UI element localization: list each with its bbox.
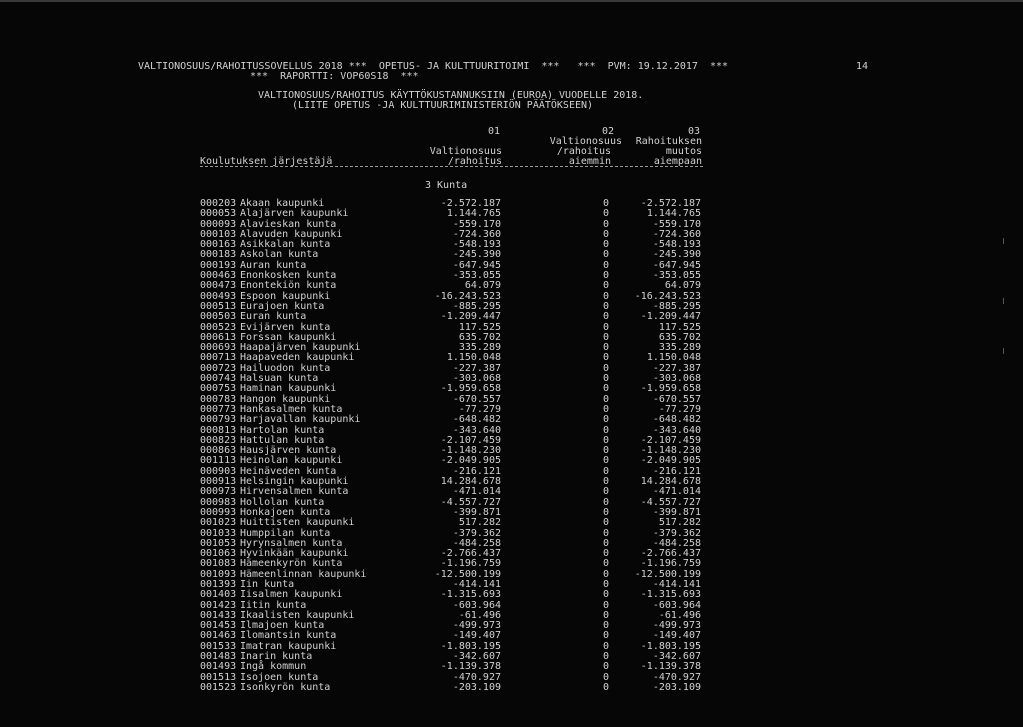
row-value-01: 1.150.048	[446, 352, 501, 364]
row-value-01: -2.049.905	[440, 455, 501, 467]
row-name: Alavuden kaupunki	[240, 228, 343, 240]
row-value-01: -648.482	[452, 414, 501, 426]
row-name: Asikkalan kunta	[240, 239, 331, 251]
row-value-03: -559.170	[652, 218, 701, 230]
row-code: 001463	[200, 630, 237, 642]
row-name: Iisalmen kaupunki	[240, 589, 343, 601]
row-name: Enontekiön kunta	[240, 280, 337, 292]
row-value-01: -885.295	[452, 300, 501, 312]
column-0-header: Koulutuksen järjestäjä	[200, 156, 333, 167]
row-name: Evijärven kunta	[240, 321, 331, 333]
row-code: 000793	[200, 414, 237, 426]
row-value-02: 0	[602, 321, 609, 333]
row-value-02: 0	[602, 249, 609, 261]
row-value-02: 0	[602, 681, 609, 693]
row-name: Alajärven kaupunki	[240, 208, 349, 220]
row-value-03: -1.803.195	[640, 640, 701, 652]
row-code: 000813	[200, 424, 237, 436]
row-value-03: -203.109	[652, 681, 701, 693]
row-value-03: -303.068	[652, 373, 701, 385]
row-code: 001083	[200, 558, 237, 570]
row-value-02: 0	[602, 414, 609, 426]
row-code: 000693	[200, 342, 237, 354]
row-value-01: -471.014	[452, 486, 501, 498]
table-row	[200, 415, 705, 425]
row-value-03: -245.390	[652, 249, 701, 261]
row-name: Helsingin kaupunki	[240, 476, 349, 488]
row-name: Inarin kunta	[240, 651, 313, 663]
row-name: Hankasalmen kunta	[240, 403, 343, 415]
row-value-02: 0	[602, 270, 609, 282]
row-value-03: -471.014	[652, 486, 701, 498]
row-name: Haminan kaupunki	[240, 383, 337, 395]
row-value-02: 0	[602, 537, 609, 549]
row-value-01: -216.121	[452, 465, 501, 477]
row-name: Espoon kaupunki	[240, 290, 331, 302]
row-value-03: -149.407	[652, 630, 701, 642]
row-value-03: 635.702	[658, 331, 701, 343]
row-value-02: 0	[602, 568, 609, 580]
row-name: Akaan kaupunki	[240, 198, 325, 209]
row-value-03: 1.144.765	[646, 208, 701, 220]
row-value-03: -1.196.759	[640, 558, 701, 570]
row-value-03: -12.500.199	[634, 568, 701, 580]
row-value-02: 0	[602, 517, 609, 529]
row-value-02: 0	[602, 589, 609, 601]
row-value-03: -484.258	[652, 537, 701, 549]
row-value-01: 14.284.678	[440, 476, 501, 488]
column-1-header-line1: Valtionosuus	[429, 146, 502, 157]
row-value-02: 0	[602, 383, 609, 395]
row-value-02: 0	[602, 620, 609, 632]
row-value-03: -1.209.447	[640, 311, 701, 323]
row-code: 000163	[200, 239, 237, 251]
row-name: Iin kunta	[240, 578, 295, 590]
table-row	[200, 518, 705, 528]
row-value-03: -2.766.437	[640, 548, 701, 560]
row-code: 000493	[200, 290, 237, 302]
row-value-02: 0	[602, 300, 609, 312]
row-code: 000203	[200, 198, 237, 209]
row-value-03: -61.496	[658, 609, 701, 621]
row-value-03: -216.121	[652, 465, 701, 477]
row-code: 000103	[200, 228, 237, 240]
table-row	[200, 683, 705, 693]
row-value-03: -1.315.693	[640, 589, 701, 601]
row-value-02: 0	[602, 228, 609, 240]
row-value-03: -414.141	[652, 578, 701, 590]
row-code: 001053	[200, 537, 237, 549]
row-value-03: -548.193	[652, 239, 701, 251]
row-value-02: 0	[602, 445, 609, 457]
row-value-01: 335.289	[458, 342, 501, 354]
row-value-03: -499.973	[652, 620, 701, 632]
row-value-02: 0	[602, 434, 609, 446]
row-value-01: -2.572.187	[440, 198, 501, 209]
row-name: Alavieskan kunta	[240, 218, 337, 230]
column-2-header-line3: aiemmin	[568, 156, 611, 167]
row-name: Haapajärven kaupunki	[240, 342, 361, 354]
row-value-01: -245.390	[452, 249, 501, 261]
row-value-02: 0	[602, 352, 609, 364]
row-value-01: 517.282	[458, 517, 501, 529]
column-number-01: 01	[487, 126, 500, 137]
report-title: VALTIONOSUUS/RAHOITUS KÄYTTÖKUSTANNUKSIIN (EUROA) VUODELLE 2018.	[258, 90, 644, 101]
row-name: Halsuan kunta	[240, 373, 319, 385]
row-name: Humppilan kunta	[240, 527, 331, 539]
row-value-02: 0	[602, 208, 609, 220]
row-value-01: -2.766.437	[440, 548, 501, 560]
row-value-02: 0	[602, 661, 609, 673]
row-value-02: 0	[602, 198, 609, 209]
row-value-03: -2.572.187	[640, 198, 701, 209]
row-name: Hattulan kunta	[240, 434, 325, 446]
row-code: 000613	[200, 331, 237, 343]
row-value-02: 0	[602, 280, 609, 292]
row-code: 000993	[200, 506, 237, 518]
row-name: Ingå kommun	[240, 661, 307, 673]
row-value-01: -559.170	[452, 218, 501, 230]
row-code: 001113	[200, 455, 237, 467]
row-value-02: 0	[602, 362, 609, 374]
row-value-01: -303.068	[452, 373, 501, 385]
row-value-02: 0	[602, 455, 609, 467]
row-value-02: 0	[602, 290, 609, 302]
row-name: Imatran kaupunki	[240, 640, 337, 652]
row-code: 001533	[200, 640, 237, 652]
row-code: 000713	[200, 352, 237, 364]
row-value-01: -4.557.727	[440, 496, 501, 508]
row-value-03: -379.362	[652, 527, 701, 539]
row-value-03: -647.945	[652, 259, 701, 271]
report-id-line: *** RAPORTTI: VOP60S18 ***	[250, 71, 419, 82]
row-code: 001033	[200, 527, 237, 539]
row-code: 000753	[200, 383, 237, 395]
row-name: Hyvinkään kaupunki	[240, 548, 349, 560]
row-name: Heinäveden kunta	[240, 465, 337, 477]
row-code: 000823	[200, 434, 237, 446]
row-value-01: -2.107.459	[440, 434, 501, 446]
row-value-03: -77.279	[658, 403, 701, 415]
row-code: 001023	[200, 517, 237, 529]
row-value-03: -16.243.523	[634, 290, 701, 302]
row-name: Hirvensalmen kunta	[240, 486, 349, 498]
row-value-01: -724.360	[452, 228, 501, 240]
row-code: 000473	[200, 280, 237, 292]
row-code: 000723	[200, 362, 237, 374]
row-value-03: 1.150.048	[646, 352, 701, 364]
row-code: 000913	[200, 476, 237, 488]
row-code: 001423	[200, 599, 237, 611]
report-subtitle: (LIITE OPETUS -JA KULTTUURIMINISTERIÖN PÄÄTÖKSEEN)	[292, 100, 594, 111]
row-value-03: 14.284.678	[640, 476, 701, 488]
row-value-03: -343.640	[652, 424, 701, 436]
row-value-03: -470.927	[652, 671, 701, 683]
row-value-02: 0	[602, 393, 609, 405]
row-name: Hyrynsalmen kunta	[240, 537, 343, 549]
row-value-02: 0	[602, 476, 609, 488]
row-value-01: -499.973	[452, 620, 501, 632]
row-code: 000523	[200, 321, 237, 333]
row-value-02: 0	[602, 599, 609, 611]
column-1-header-line2: /rahoitus	[447, 156, 502, 167]
row-value-02: 0	[602, 527, 609, 539]
row-value-02: 0	[602, 342, 609, 354]
row-value-03: -227.387	[652, 362, 701, 374]
row-name: Hollolan kunta	[240, 496, 325, 508]
row-name: Auran kunta	[240, 259, 307, 271]
row-value-01: -343.640	[452, 424, 501, 436]
row-name: Iitin kunta	[240, 599, 307, 611]
row-value-02: 0	[602, 640, 609, 652]
row-value-02: 0	[602, 506, 609, 518]
scan-artifact	[1003, 298, 1004, 304]
row-code: 001063	[200, 548, 237, 560]
row-value-03: 117.525	[658, 321, 701, 333]
row-value-01: -399.871	[452, 506, 501, 518]
row-value-01: 1.144.765	[446, 208, 501, 220]
row-code: 000903	[200, 465, 237, 477]
row-code: 000053	[200, 208, 237, 220]
row-code: 000783	[200, 393, 237, 405]
row-name: Forssan kaupunki	[240, 331, 337, 343]
row-value-03: -1.148.230	[640, 445, 701, 457]
row-code: 000983	[200, 496, 237, 508]
row-value-02: 0	[602, 373, 609, 385]
row-value-03: -2.107.459	[640, 434, 701, 446]
row-name: Hailuodon kunta	[240, 362, 331, 374]
row-code: 001493	[200, 661, 237, 673]
row-code: 001433	[200, 609, 237, 621]
row-value-01: 117.525	[458, 321, 501, 333]
row-code: 001513	[200, 671, 237, 683]
row-value-01: -342.607	[452, 651, 501, 663]
row-code: 000093	[200, 218, 237, 230]
row-value-01: -1.803.195	[440, 640, 501, 652]
row-value-03: -724.360	[652, 228, 701, 240]
row-name: Huittisten kaupunki	[240, 517, 355, 529]
row-name: Hämeenkyrön kunta	[240, 558, 343, 570]
row-value-01: 64.079	[464, 280, 501, 292]
row-value-03: -1.959.658	[640, 383, 701, 395]
row-code: 001393	[200, 578, 237, 590]
row-code: 000863	[200, 445, 237, 457]
column-number-03: 03	[687, 126, 700, 137]
scan-artifact	[1003, 348, 1004, 354]
row-value-01: -1.139.378	[440, 661, 501, 673]
row-value-02: 0	[602, 558, 609, 570]
row-name: Harjavallan kaupunki	[240, 414, 361, 426]
row-value-01: -379.362	[452, 527, 501, 539]
row-name: Ilmajoen kunta	[240, 620, 325, 632]
row-value-03: 64.079	[664, 280, 701, 292]
column-3-header-line1: Rahoituksen	[635, 136, 702, 147]
row-value-02: 0	[602, 578, 609, 590]
page-number: 14	[856, 61, 869, 72]
row-value-01: 635.702	[458, 331, 501, 343]
row-value-03: -342.607	[652, 651, 701, 663]
row-value-01: -12.500.199	[434, 568, 501, 580]
row-value-01: -1.196.759	[440, 558, 501, 570]
row-value-02: 0	[602, 311, 609, 323]
row-name: Honkajoen kunta	[240, 506, 331, 518]
column-3-header-line2: muutos	[665, 146, 702, 157]
row-value-02: 0	[602, 331, 609, 343]
row-value-02: 0	[602, 630, 609, 642]
row-value-01: -203.109	[452, 681, 501, 693]
row-name: Haapaveden kaupunki	[240, 352, 355, 364]
row-value-03: -885.295	[652, 300, 701, 312]
row-code: 000773	[200, 403, 237, 415]
row-value-01: -414.141	[452, 578, 501, 590]
row-name: Isonkyrön kunta	[240, 681, 331, 693]
row-value-01: -470.927	[452, 671, 501, 683]
row-code: 000973	[200, 486, 237, 498]
row-value-03: -670.557	[652, 393, 701, 405]
row-value-03: -353.055	[652, 270, 701, 282]
row-value-01: -77.279	[458, 403, 501, 415]
row-value-01: -227.387	[452, 362, 501, 374]
row-name: Ilomantsin kunta	[240, 630, 337, 642]
report-header-line: VALTIONOSUUS/RAHOITUSSOVELLUS 2018 *** OPETUS- JA KULTTUURITOIMI *** *** PVM: 19.12.2017 ***	[138, 61, 729, 72]
row-name: Askolan kunta	[240, 249, 319, 261]
row-value-03: -603.964	[652, 599, 701, 611]
row-code: 000193	[200, 259, 237, 271]
row-value-01: -61.496	[458, 609, 501, 621]
header-divider	[200, 166, 703, 167]
row-name: Hämeenlinnan kaupunki	[240, 568, 367, 580]
row-value-03: -399.871	[652, 506, 701, 518]
row-value-03: 335.289	[658, 342, 701, 354]
column-3-header-line3: aiempaan	[653, 156, 702, 167]
column-2-header-line1: Valtionosuus	[549, 136, 622, 147]
row-name: Euran kunta	[240, 311, 307, 323]
scan-artifact	[1003, 238, 1004, 244]
row-code: 001523	[200, 681, 237, 693]
row-value-02: 0	[602, 218, 609, 230]
row-code: 000183	[200, 249, 237, 261]
row-value-01: -1.148.230	[440, 445, 501, 457]
row-value-02: 0	[602, 259, 609, 271]
row-value-01: -1.209.447	[440, 311, 501, 323]
column-number-02: 02	[601, 126, 614, 137]
row-value-02: 0	[602, 548, 609, 560]
row-value-03: 517.282	[658, 517, 701, 529]
row-name: Isojoen kunta	[240, 671, 319, 683]
row-name: Hangon kaupunki	[240, 393, 331, 405]
row-value-01: -548.193	[452, 239, 501, 251]
row-name: Enonkosken kunta	[240, 270, 337, 282]
row-value-01: -1.315.693	[440, 589, 501, 601]
row-value-02: 0	[602, 239, 609, 251]
row-code: 001453	[200, 620, 237, 632]
section-title: 3 Kunta	[425, 180, 468, 191]
row-value-02: 0	[602, 465, 609, 477]
row-value-01: -1.959.658	[440, 383, 501, 395]
row-name: Hartolan kunta	[240, 424, 325, 436]
row-value-01: -647.945	[452, 259, 501, 271]
row-value-02: 0	[602, 424, 609, 436]
row-code: 001093	[200, 568, 237, 580]
row-name: Ikaalisten kaupunki	[240, 609, 355, 621]
row-name: Heinolan kaupunki	[240, 455, 343, 467]
column-2-header-line2: /rahoitus	[556, 146, 611, 157]
row-value-02: 0	[602, 496, 609, 508]
data-table	[200, 199, 705, 693]
row-code: 000513	[200, 300, 237, 312]
row-code: 000503	[200, 311, 237, 323]
row-value-03: -2.049.905	[640, 455, 701, 467]
row-name: Eurajoen kunta	[240, 300, 325, 312]
row-value-01: -670.557	[452, 393, 501, 405]
row-value-02: 0	[602, 651, 609, 663]
row-name: Hausjärven kunta	[240, 445, 337, 457]
row-value-03: -4.557.727	[640, 496, 701, 508]
row-value-03: -1.139.378	[640, 661, 701, 673]
row-value-02: 0	[602, 486, 609, 498]
row-value-03: -648.482	[652, 414, 701, 426]
row-value-01: -603.964	[452, 599, 501, 611]
scan-top-edge	[0, 0, 1023, 2]
row-value-02: 0	[602, 403, 609, 415]
row-value-01: -484.258	[452, 537, 501, 549]
row-value-01: -16.243.523	[434, 290, 501, 302]
row-value-01: -149.407	[452, 630, 501, 642]
row-code: 000743	[200, 373, 237, 385]
row-code: 001403	[200, 589, 237, 601]
row-code: 000463	[200, 270, 237, 282]
row-value-02: 0	[602, 609, 609, 621]
row-value-01: -353.055	[452, 270, 501, 282]
row-value-02: 0	[602, 671, 609, 683]
row-code: 001483	[200, 651, 237, 663]
